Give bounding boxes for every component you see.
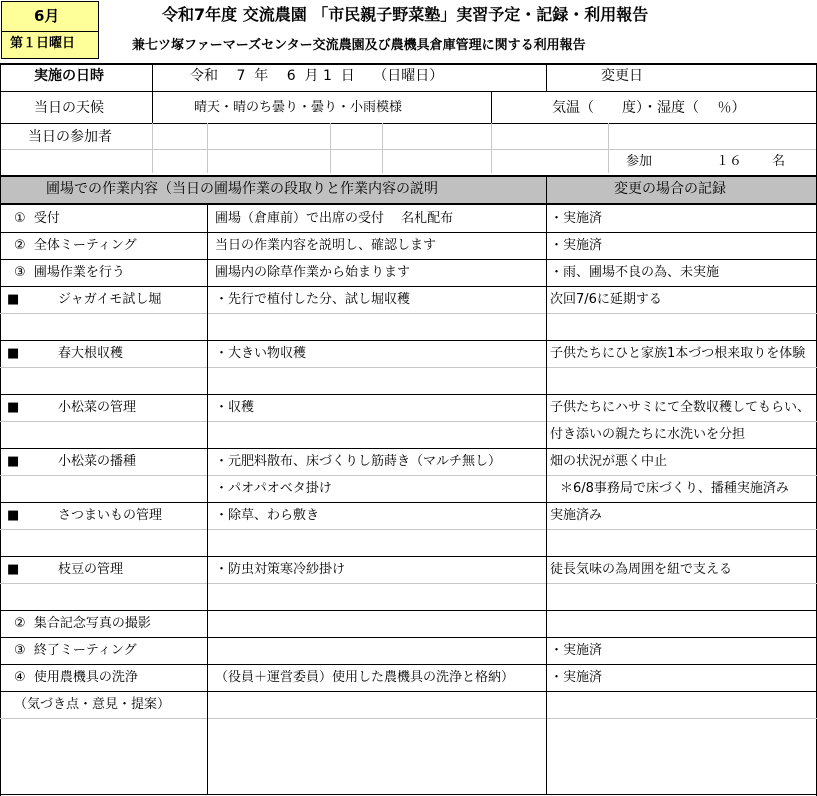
change-record-2: 付き添いの親たちに水洗いを分担: [550, 427, 746, 442]
page-title: 令和7年度 交流農園 「市民親子野菜塾」実習予定・記録・利用報告: [162, 5, 649, 24]
task-label: 春大根収穫: [58, 346, 124, 361]
row-gridline: [0, 475, 817, 476]
task-detail: 当日の作業内容を説明し、確認します: [215, 238, 437, 253]
task-label: ② 集合記念写真の撮影: [14, 616, 151, 631]
row-gridline: [0, 583, 817, 584]
task-label: さつまいもの管理: [58, 508, 163, 523]
temp-humidity: 気温（ 度）・湿度（ ％）: [552, 100, 746, 116]
change-record: ・雨、圃場不良の為、未実施: [550, 265, 720, 280]
column-header-changes: 変更の場合の記録: [614, 181, 726, 197]
participation-unit: 名: [772, 154, 786, 169]
task-detail: ・先行で植付した分、試し堀収穫: [215, 292, 411, 307]
change-record: ・実施済: [550, 238, 603, 253]
weather-value: 晴天・晴のち曇り・曇り・小雨模様: [194, 100, 403, 115]
change-record: 徒長気味の為周囲を紐で支える: [550, 562, 733, 577]
change-record: ・実施済: [550, 643, 603, 658]
change-record: 子供たちにハサミにて全数収穫してもらい、: [550, 400, 811, 415]
table-bottom-border: [0, 794, 817, 795]
task-label: ① 受付: [14, 211, 60, 226]
task-label: ジャガイモ試し堀: [58, 292, 162, 307]
task-label: ② 全体ミーティング: [14, 238, 137, 253]
weather-label: 当日の天候: [34, 100, 104, 116]
row-gridline: [0, 367, 817, 368]
column-divider-2: [546, 175, 547, 794]
column-divider-1: [207, 205, 208, 794]
row-gridline: [0, 421, 817, 422]
change-record-2: ＊6/8事務局で床づくり、播種実施済み: [560, 481, 789, 496]
change-record: ・実施済: [550, 211, 603, 226]
task-label: 小松菜の播種: [58, 454, 137, 469]
task-detail: 圃場（倉庫前）で出席の受付 名札配布: [215, 211, 454, 226]
task-detail: ・防虫対策寒冷紗掛け: [215, 562, 346, 577]
date-value: 令和 7 年 6 月 1 日 （日曜日）: [190, 68, 444, 84]
task-label: ③ 終了ミーティング: [14, 643, 137, 658]
month-label: 6月: [34, 7, 60, 25]
bullet-marker: ■: [7, 508, 20, 523]
task-detail: ・元肥料散布、床づくりし筋蒔き（マルチ無し）: [215, 454, 502, 469]
page-subtitle: 兼七ツ塚ファーマーズセンター交流農園及び農機具倉庫管理に関する利用報告: [132, 38, 586, 53]
row-gridline: [0, 718, 817, 719]
change-date-label: 変更日: [601, 68, 643, 84]
row-gridline: [0, 313, 817, 314]
task-detail: 圃場内の除草作業から始まります: [215, 265, 411, 280]
change-record: 実施済み: [550, 508, 603, 523]
bullet-marker: ■: [7, 346, 20, 361]
task-detail: ・大きい物収穫: [215, 346, 307, 361]
participation-label: 参加: [626, 154, 653, 169]
task-label: ③ 圃場作業を行う: [14, 265, 125, 280]
task-label: ④ 使用農機具の洗浄: [14, 670, 138, 685]
bullet-marker: ■: [7, 400, 20, 415]
task-label: 小松菜の管理: [58, 400, 137, 415]
row-gridline: [0, 529, 817, 530]
bullet-marker: ■: [7, 454, 20, 469]
date-label: 実施の日時: [34, 68, 104, 84]
row-divider: [0, 691, 817, 692]
task-detail: ・除草、わら敷き: [215, 508, 320, 523]
participants-label: 当日の参加者: [28, 129, 112, 145]
bullet-marker: ■: [7, 292, 20, 307]
change-record: 次回7/6に延期する: [550, 292, 662, 307]
participation-count: １６: [716, 154, 743, 169]
task-label: 枝豆の管理: [58, 562, 124, 577]
week-label: 第１日曜日: [10, 36, 76, 51]
change-record: ・実施済: [550, 670, 603, 685]
change-record: 畑の状況が悪く中止: [550, 454, 668, 469]
feedback-label: （気づき点・意見・提案）: [14, 697, 171, 712]
task-detail: ・収穫: [215, 400, 255, 415]
column-header-tasks: 圃場での作業内容（当日の圃場作業の段取りと作業内容の説明: [46, 181, 438, 197]
change-record: 子供たちにひと家族1本づつ根来取りを体験: [550, 346, 806, 361]
bullet-marker: ■: [7, 562, 20, 577]
task-detail-2: ・パオパオベタ掛け: [215, 481, 332, 496]
task-detail: （役員＋運営委員）使用した農機具の洗浄と格納）: [215, 670, 515, 685]
